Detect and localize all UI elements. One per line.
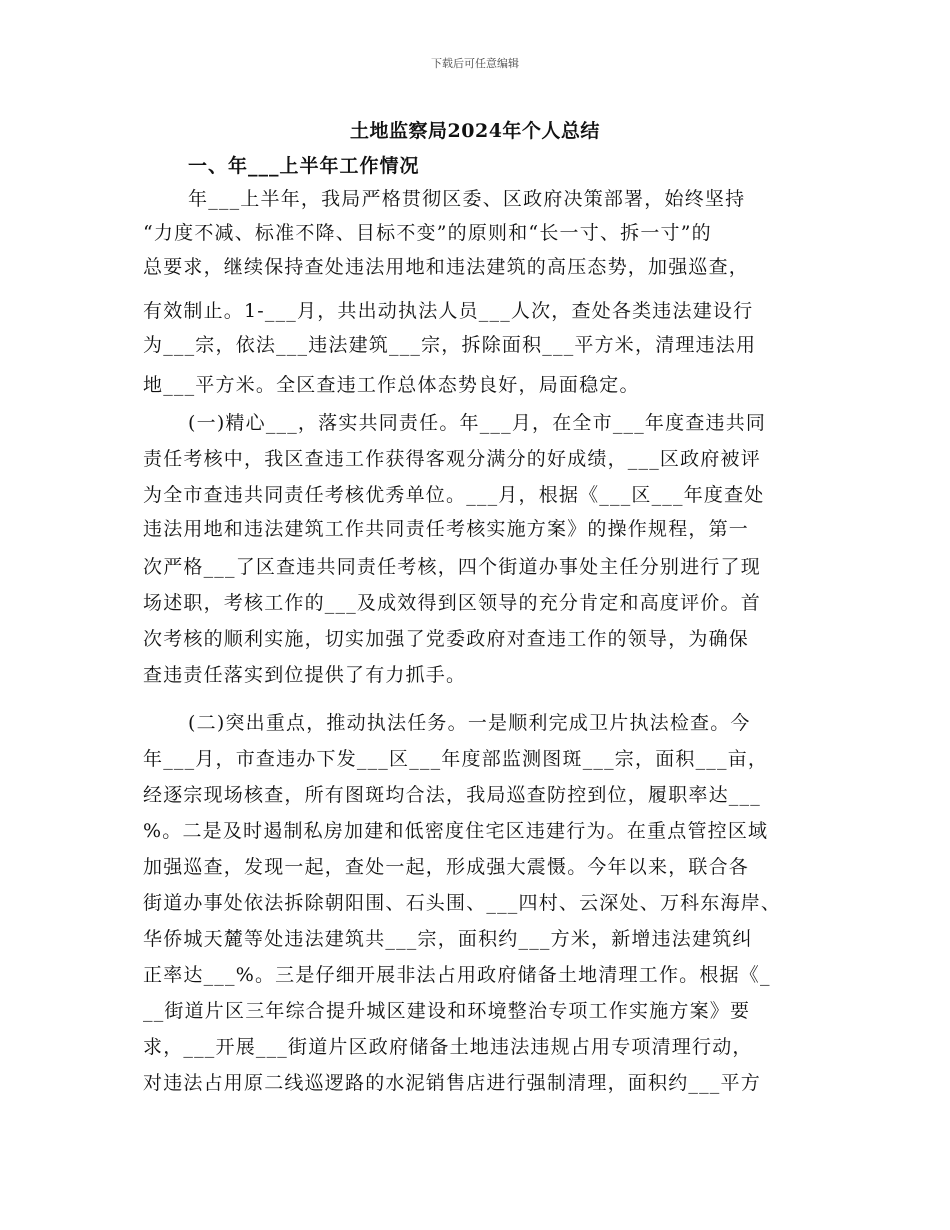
text-line: 求，___开展___街道片区政府储备土地违法违规占用专项清理行动， — [143, 1036, 753, 1058]
section-heading: 一、年___上半年工作情况 — [188, 155, 420, 177]
text-line: 为___宗，依法___违法建筑___宗，拆除面积___平方米，清理违法用 — [143, 334, 757, 356]
text-line: 对违法占用原二线巡逻路的水泥销售店进行强制清理，面积约___平方 — [143, 1072, 761, 1094]
text-line: %。二是及时遏制私房加建和低密度住宅区违建行为。在重点管控区域 — [143, 820, 769, 842]
text-line: 经逐宗现场核查，所有图斑均合法，我局巡查防控到位，履职率达___ — [143, 784, 761, 806]
text-line: __街道片区三年综合提升城区建设和环境整治专项工作实施方案》要 — [143, 1000, 751, 1022]
text-line: “力度不减、标准不降、目标不变”的原则和“长一寸、拆一寸”的 — [143, 222, 712, 244]
text-line: 为全市查违共同责任考核优秀单位。___月，根据《___区___年度查处 — [143, 484, 765, 506]
text-line: 地___平方米。全区查违工作总体态势良好，局面稳定。 — [143, 374, 640, 396]
text-line: 场述职，考核工作的___及成效得到区领导的充分肯定和高度评价。首 — [143, 592, 761, 614]
text-line: 有效制止。1-___月，共出动执法人员___人次，查处各类违法建设行 — [143, 300, 754, 322]
text-line: 违法用地和违法建筑工作共同责任考核实施方案》的操作规程，第一 — [143, 518, 750, 540]
text-line: 年___上半年，我局严格贯彻区委、区政府决策部署，始终坚持 — [188, 188, 746, 210]
text-line: (二)突出重点，推动执法任务。一是顺利完成卫片执法检查。今 — [188, 712, 751, 734]
text-line: 正率达___%。三是仔细开展非法占用政府储备土地清理工作。根据《_ — [143, 964, 771, 986]
text-line: 年___月，市查违办下发___区___年度部监测图斑___宗，面积___亩， — [143, 748, 769, 770]
text-line: 总要求，继续保持查处违法用地和违法建筑的高压态势，加强巡查， — [143, 256, 750, 278]
document-title: 土地监察局2024年个人总结 — [350, 120, 600, 142]
text-line: 华侨城天麓等处违法建筑共___宗，面积约___方米，新增违法建筑纠 — [143, 928, 753, 950]
header-note: 下载后可任意编辑 — [431, 57, 519, 70]
text-line: 加强巡查，发现一起，查处一起，形成强大震慑。今年以来，联合各 — [143, 856, 750, 878]
text-line: 查违责任落实到位提供了有力抓手。 — [143, 664, 467, 686]
text-line: 责任考核中，我区查违工作获得客观分满分的好成绩，___区政府被评 — [143, 448, 761, 470]
text-line: 次考核的顺利实施，切实加强了党委政府对查违工作的领导，为确保 — [143, 628, 750, 650]
text-line: 次严格___了区查违共同责任考核，四个街道办事处主任分别进行了现 — [143, 556, 761, 578]
text-line: 街道办事处依法拆除朝阳围、石头围、___四村、云深处、万科东海岸、 — [143, 892, 782, 914]
text-line: (一)精心___，落实共同责任。年___月，在全市___年度查违共同 — [188, 412, 767, 434]
